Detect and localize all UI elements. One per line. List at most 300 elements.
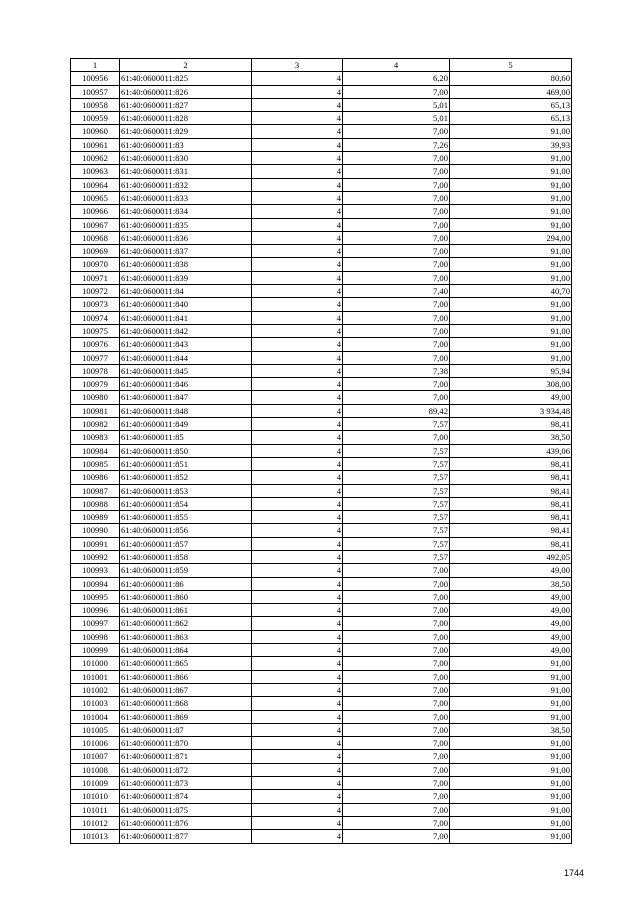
table-row [71,205,572,218]
table-cell-col-4: 7,00 [343,670,450,683]
table-cell-col-1: 100996 [71,604,120,617]
table-cell-col-3: 4 [252,125,343,138]
table-row [71,670,572,683]
table-row [71,564,572,577]
table-row [71,737,572,750]
table-row [71,404,572,417]
table-row [71,471,572,484]
table-cell-col-5: 91,00 [450,191,572,204]
table-cell-col-4: 7,26 [343,138,450,151]
table-row [71,710,572,723]
table-row [71,311,572,324]
table-cell-col-4: 6,20 [343,72,450,85]
table-row [71,644,572,657]
table-cell-col-2: 61:40:0600011:857 [120,537,252,550]
table-cell-col-4: 7,00 [343,577,450,590]
table-cell-col-5: 294,00 [450,231,572,244]
table-row [71,697,572,710]
table-cell-col-2: 61:40:0600011:833 [120,191,252,204]
table-cell-col-4: 5,01 [343,112,450,125]
table-cell-col-1: 101006 [71,737,120,750]
table-cell-col-5: 40,70 [450,285,572,298]
table-cell-col-4: 7,00 [343,564,450,577]
table-row [71,285,572,298]
table-cell-col-3: 4 [252,72,343,85]
table-cell-col-5: 91,00 [450,338,572,351]
table-cell-col-1: 100986 [71,471,120,484]
table-cell-col-2: 61:40:0600011:839 [120,271,252,284]
table-cell-col-2: 61:40:0600011:851 [120,457,252,470]
table-cell-col-1: 101000 [71,657,120,670]
table-cell-col-5: 39,93 [450,138,572,151]
table-cell-col-2: 61:40:0600011:832 [120,178,252,191]
table-cell-col-3: 4 [252,245,343,258]
table-cell-col-2: 61:40:0600011:830 [120,152,252,165]
page-number: 1744 [563,868,584,878]
table-cell-col-1: 100970 [71,258,120,271]
table-cell-col-2: 61:40:0600011:87 [120,723,252,736]
column-header-2: 2 [120,59,252,72]
table-cell-col-1: 100989 [71,511,120,524]
table-cell-col-4: 7,00 [343,85,450,98]
table-cell-col-3: 4 [252,138,343,151]
table-cell-col-5: 91,00 [450,245,572,258]
table-cell-col-2: 61:40:0600011:866 [120,670,252,683]
table-row [71,577,572,590]
table-cell-col-1: 100982 [71,418,120,431]
table-cell-col-1: 101009 [71,777,120,790]
table-row [71,630,572,643]
table-cell-col-2: 61:40:0600011:874 [120,790,252,803]
table-cell-col-2: 61:40:0600011:864 [120,644,252,657]
table-cell-col-4: 7,00 [343,311,450,324]
table-cell-col-4: 7,40 [343,285,450,298]
table-cell-col-3: 4 [252,604,343,617]
table-cell-col-2: 61:40:0600011:876 [120,816,252,829]
table-cell-col-4: 7,00 [343,723,450,736]
table-cell-col-5: 91,00 [450,816,572,829]
table-row [71,657,572,670]
table-row [71,72,572,85]
table-row [71,112,572,125]
table-cell-col-2: 61:40:0600011:831 [120,165,252,178]
table-cell-col-3: 4 [252,351,343,364]
table-cell-col-5: 91,00 [450,777,572,790]
table-cell-col-4: 7,57 [343,484,450,497]
table-cell-col-2: 61:40:0600011:847 [120,391,252,404]
column-header-3: 3 [252,59,343,72]
table-cell-col-2: 61:40:0600011:834 [120,205,252,218]
table-cell-col-3: 4 [252,378,343,391]
table-cell-col-5: 91,00 [450,205,572,218]
table-cell-col-1: 100999 [71,644,120,657]
table-cell-col-3: 4 [252,285,343,298]
table-row [71,298,572,311]
table-cell-col-5: 49,00 [450,630,572,643]
table-cell-col-5: 91,00 [450,152,572,165]
table-cell-col-5: 98,41 [450,484,572,497]
table-cell-col-5: 49,00 [450,590,572,603]
data-table [70,58,572,844]
table-row [71,245,572,258]
table-cell-col-4: 7,00 [343,737,450,750]
table-cell-col-1: 101002 [71,683,120,696]
table-cell-col-5: 95,94 [450,364,572,377]
table-cell-col-3: 4 [252,311,343,324]
table-cell-col-1: 101001 [71,670,120,683]
table-cell-col-3: 4 [252,165,343,178]
table-cell-col-4: 7,00 [343,298,450,311]
table-cell-col-3: 4 [252,218,343,231]
table-cell-col-2: 61:40:0600011:829 [120,125,252,138]
table-cell-col-1: 100991 [71,537,120,550]
table-cell-col-1: 100977 [71,351,120,364]
table-cell-col-3: 4 [252,364,343,377]
table-cell-col-4: 7,00 [343,617,450,630]
table-cell-col-3: 4 [252,816,343,829]
table-cell-col-3: 4 [252,271,343,284]
table-row [71,351,572,364]
table-cell-col-1: 100971 [71,271,120,284]
table-row [71,457,572,470]
table-row [71,178,572,191]
table-cell-col-3: 4 [252,564,343,577]
table-cell-col-5: 91,00 [450,125,572,138]
table-cell-col-3: 4 [252,657,343,670]
table-cell-col-4: 7,00 [343,125,450,138]
table-cell-col-5: 91,00 [450,670,572,683]
table-cell-col-3: 4 [252,763,343,776]
table-cell-col-5: 91,00 [450,271,572,284]
table-cell-col-5: 91,00 [450,737,572,750]
table-cell-col-1: 100998 [71,630,120,643]
table-cell-col-3: 4 [252,191,343,204]
table-cell-col-4: 7,00 [343,231,450,244]
header-row [71,59,572,72]
table-cell-col-2: 61:40:0600011:828 [120,112,252,125]
table-cell-col-4: 7,00 [343,191,450,204]
table-cell-col-5: 308,00 [450,378,572,391]
table-cell-col-5: 91,00 [450,258,572,271]
table-cell-col-4: 7,57 [343,497,450,510]
table-cell-col-3: 4 [252,98,343,111]
table-cell-col-1: 101004 [71,710,120,723]
table-row [71,85,572,98]
table-cell-col-2: 61:40:0600011:840 [120,298,252,311]
table-cell-col-3: 4 [252,404,343,417]
table-cell-col-4: 7,00 [343,683,450,696]
table-cell-col-5: 91,00 [450,324,572,337]
table-cell-col-4: 7,00 [343,604,450,617]
table-cell-col-4: 7,00 [343,324,450,337]
table-row [71,497,572,510]
table-cell-col-5: 98,41 [450,511,572,524]
table-cell-col-2: 61:40:0600011:86 [120,577,252,590]
column-header-5: 5 [450,59,572,72]
table-cell-col-3: 4 [252,178,343,191]
table-cell-col-2: 61:40:0600011:826 [120,85,252,98]
table-row [71,830,572,843]
table-cell-col-4: 7,57 [343,418,450,431]
table-row [71,524,572,537]
table-row [71,391,572,404]
table-cell-col-5: 80,60 [450,72,572,85]
table-cell-col-2: 61:40:0600011:848 [120,404,252,417]
table-cell-col-5: 91,00 [450,750,572,763]
table-cell-col-4: 7,00 [343,790,450,803]
table-row [71,324,572,337]
table-cell-col-2: 61:40:0600011:85 [120,431,252,444]
table-cell-col-5: 49,00 [450,564,572,577]
table-cell-col-1: 100992 [71,550,120,563]
table-cell-col-1: 100961 [71,138,120,151]
table-cell-col-5: 492,05 [450,550,572,563]
table-cell-col-4: 7,00 [343,351,450,364]
table-cell-col-5: 91,00 [450,178,572,191]
table-cell-col-5: 98,41 [450,537,572,550]
table-cell-col-1: 100972 [71,285,120,298]
table-row [71,723,572,736]
table-cell-col-2: 61:40:0600011:856 [120,524,252,537]
table-cell-col-3: 4 [252,324,343,337]
table-cell-col-4: 7,38 [343,364,450,377]
table-cell-col-1: 100994 [71,577,120,590]
table-row [71,750,572,763]
table-cell-col-5: 49,00 [450,644,572,657]
table-cell-col-1: 100965 [71,191,120,204]
table-cell-col-5: 91,00 [450,218,572,231]
table-row [71,191,572,204]
table-cell-col-2: 61:40:0600011:844 [120,351,252,364]
table-row [71,231,572,244]
table-cell-col-5: 91,00 [450,351,572,364]
table-cell-col-5: 65,13 [450,112,572,125]
table-cell-col-2: 61:40:0600011:827 [120,98,252,111]
table-row [71,444,572,457]
table-cell-col-5: 91,00 [450,165,572,178]
table-cell-col-1: 100969 [71,245,120,258]
table-cell-col-3: 4 [252,231,343,244]
table-cell-col-1: 100963 [71,165,120,178]
table-cell-col-1: 100995 [71,590,120,603]
table-cell-col-4: 7,00 [343,777,450,790]
column-header-4: 4 [343,59,450,72]
table-cell-col-3: 4 [252,431,343,444]
table-cell-col-4: 7,00 [343,258,450,271]
table-row [71,378,572,391]
table-row [71,683,572,696]
table-cell-col-4: 7,00 [343,245,450,258]
table-cell-col-1: 100957 [71,85,120,98]
table-cell-col-3: 4 [252,644,343,657]
table-cell-col-2: 61:40:0600011:869 [120,710,252,723]
table-cell-col-1: 100985 [71,457,120,470]
table-cell-col-2: 61:40:0600011:867 [120,683,252,696]
table-cell-col-2: 61:40:0600011:859 [120,564,252,577]
table-cell-col-2: 61:40:0600011:84 [120,285,252,298]
table-cell-col-4: 7,00 [343,590,450,603]
table-cell-col-5: 91,00 [450,683,572,696]
table-cell-col-1: 100964 [71,178,120,191]
table-cell-col-1: 100974 [71,311,120,324]
table-cell-col-3: 4 [252,152,343,165]
table-cell-col-1: 100990 [71,524,120,537]
table-cell-col-5: 91,00 [450,298,572,311]
table-cell-col-2: 61:40:0600011:838 [120,258,252,271]
table-cell-col-2: 61:40:0600011:877 [120,830,252,843]
table-cell-col-3: 4 [252,737,343,750]
table-row [71,816,572,829]
table-cell-col-1: 100988 [71,497,120,510]
table-cell-col-3: 4 [252,457,343,470]
table-cell-col-1: 100958 [71,98,120,111]
table-cell-col-2: 61:40:0600011:83 [120,138,252,151]
table-cell-col-1: 100984 [71,444,120,457]
table-row [71,763,572,776]
table-row [71,617,572,630]
table-cell-col-1: 100966 [71,205,120,218]
table-cell-col-1: 100979 [71,378,120,391]
table-cell-col-2: 61:40:0600011:843 [120,338,252,351]
column-header-1: 1 [71,59,120,72]
table-cell-col-2: 61:40:0600011:841 [120,311,252,324]
table-cell-col-5: 98,41 [450,524,572,537]
table-row [71,364,572,377]
table-cell-col-5: 98,41 [450,457,572,470]
table-cell-col-1: 100959 [71,112,120,125]
table-cell-col-4: 7,57 [343,471,450,484]
table-cell-col-5: 3 934,48 [450,404,572,417]
table-cell-col-5: 49,00 [450,617,572,630]
table-cell-col-2: 61:40:0600011:854 [120,497,252,510]
table-cell-col-1: 100956 [71,72,120,85]
table-cell-col-2: 61:40:0600011:855 [120,511,252,524]
table-cell-col-2: 61:40:0600011:836 [120,231,252,244]
table-cell-col-3: 4 [252,258,343,271]
table-cell-col-4: 7,00 [343,338,450,351]
table-row [71,218,572,231]
table-cell-col-2: 61:40:0600011:835 [120,218,252,231]
table-cell-col-3: 4 [252,683,343,696]
table-cell-col-4: 7,00 [343,710,450,723]
table-cell-col-3: 4 [252,497,343,510]
table-cell-col-4: 7,00 [343,205,450,218]
table-cell-col-1: 101013 [71,830,120,843]
table-cell-col-2: 61:40:0600011:853 [120,484,252,497]
table-cell-col-4: 7,57 [343,537,450,550]
table-cell-col-1: 101011 [71,803,120,816]
table-cell-col-5: 98,41 [450,471,572,484]
table-cell-col-4: 7,00 [343,816,450,829]
table-row [71,550,572,563]
table-cell-col-2: 61:40:0600011:845 [120,364,252,377]
table-cell-col-2: 61:40:0600011:837 [120,245,252,258]
table-cell-col-2: 61:40:0600011:872 [120,763,252,776]
table-cell-col-4: 7,57 [343,444,450,457]
table-cell-col-5: 98,41 [450,497,572,510]
table-cell-col-4: 7,00 [343,218,450,231]
table-cell-col-2: 61:40:0600011:825 [120,72,252,85]
table-cell-col-3: 4 [252,790,343,803]
table-row [71,590,572,603]
table-cell-col-2: 61:40:0600011:861 [120,604,252,617]
table-cell-col-5: 98,41 [450,418,572,431]
table-cell-col-4: 7,00 [343,644,450,657]
table-cell-col-4: 89,42 [343,404,450,417]
table-cell-col-4: 7,00 [343,178,450,191]
table-row [71,431,572,444]
table-row [71,138,572,151]
table-cell-col-1: 100976 [71,338,120,351]
table-cell-col-2: 61:40:0600011:865 [120,657,252,670]
table-cell-col-2: 61:40:0600011:842 [120,324,252,337]
table-cell-col-3: 4 [252,391,343,404]
table-cell-col-1: 101005 [71,723,120,736]
table-cell-col-4: 7,00 [343,657,450,670]
table-cell-col-3: 4 [252,830,343,843]
table-row [71,484,572,497]
table-cell-col-4: 7,00 [343,630,450,643]
table-cell-col-3: 4 [252,723,343,736]
table-cell-col-2: 61:40:0600011:868 [120,697,252,710]
table-row [71,125,572,138]
table-cell-col-4: 7,57 [343,511,450,524]
table-cell-col-5: 91,00 [450,830,572,843]
table-row [71,777,572,790]
table-row [71,418,572,431]
table-cell-col-4: 7,00 [343,697,450,710]
table-row [71,604,572,617]
table-cell-col-2: 61:40:0600011:862 [120,617,252,630]
table-cell-col-2: 61:40:0600011:873 [120,777,252,790]
table-cell-col-3: 4 [252,511,343,524]
table-cell-col-1: 100983 [71,431,120,444]
table-cell-col-5: 91,00 [450,763,572,776]
table-cell-col-5: 91,00 [450,803,572,816]
table-cell-col-5: 91,00 [450,697,572,710]
table-cell-col-3: 4 [252,777,343,790]
table-cell-col-3: 4 [252,670,343,683]
table-row [71,152,572,165]
table-cell-col-1: 101007 [71,750,120,763]
table-cell-col-5: 91,00 [450,790,572,803]
table-cell-col-1: 100967 [71,218,120,231]
table-cell-col-1: 100997 [71,617,120,630]
table-cell-col-3: 4 [252,484,343,497]
table-cell-col-1: 100975 [71,324,120,337]
table-cell-col-5: 469,00 [450,85,572,98]
table-cell-col-4: 7,00 [343,830,450,843]
table-cell-col-3: 4 [252,697,343,710]
table-cell-col-1: 101003 [71,697,120,710]
table-cell-col-2: 61:40:0600011:858 [120,550,252,563]
table-cell-col-4: 7,00 [343,431,450,444]
table-cell-col-5: 49,00 [450,604,572,617]
table-cell-col-4: 7,57 [343,524,450,537]
table-cell-col-1: 100973 [71,298,120,311]
table-cell-col-3: 4 [252,537,343,550]
table-cell-col-2: 61:40:0600011:871 [120,750,252,763]
table-cell-col-5: 91,00 [450,657,572,670]
table-cell-col-2: 61:40:0600011:863 [120,630,252,643]
table-row [71,258,572,271]
table-cell-col-2: 61:40:0600011:850 [120,444,252,457]
table-cell-col-3: 4 [252,444,343,457]
table-cell-col-5: 91,00 [450,311,572,324]
table-cell-col-3: 4 [252,577,343,590]
table-cell-col-5: 49,00 [450,391,572,404]
table-row [71,338,572,351]
